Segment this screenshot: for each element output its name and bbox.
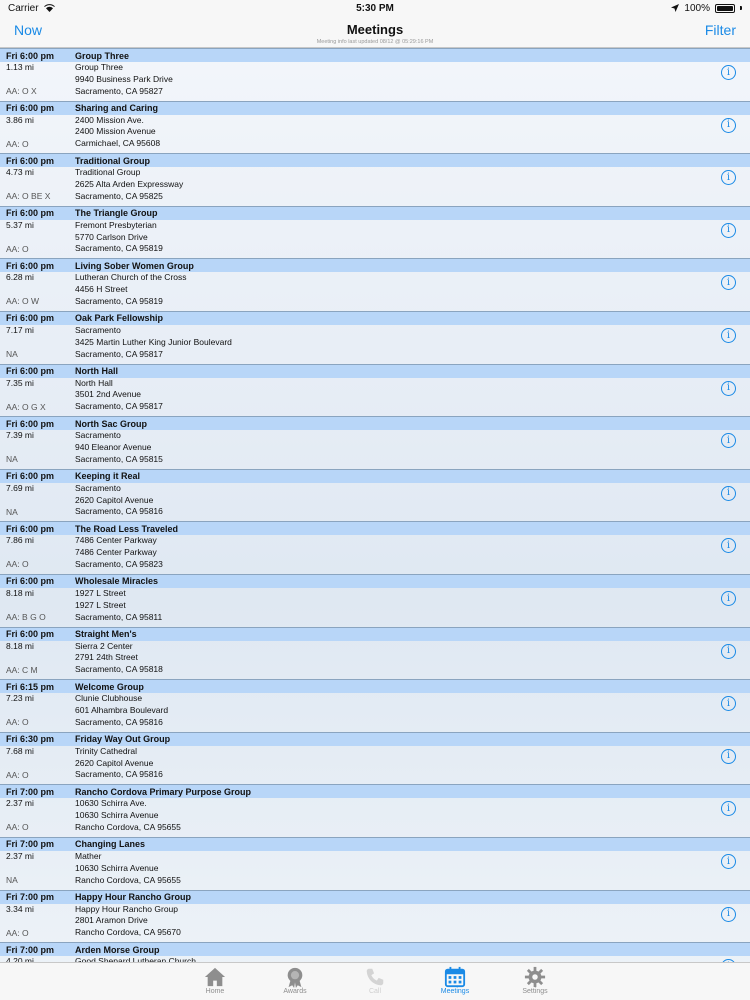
meeting-body [0,115,750,154]
address-line-3: Rancho Cordova, CA 95655 [75,821,181,832]
tab-label: Settings [522,988,548,995]
meeting-row[interactable] [0,679,750,732]
tab-label: Call [368,988,382,995]
address-line-1: Group Three [75,62,124,72]
info-icon[interactable]: i [721,275,736,290]
info-icon[interactable]: i [721,907,736,922]
meeting-address [75,272,187,307]
address-line-1: Sacramento [75,430,121,441]
info-icon[interactable]: i [721,486,736,501]
meeting-codes: NA [6,348,18,359]
meeting-codes: NA [6,874,18,885]
meeting-name: Arden Morse Group [75,944,160,955]
meeting-name: The Triangle Group [75,208,158,219]
meeting-address [75,535,163,570]
address-line-1: 10630 Schirra Ave. [75,798,147,809]
meeting-body [0,272,750,311]
award-icon [284,966,306,988]
address-line-2: 2625 Alta Arden Expressway [75,178,184,189]
meeting-codes: AA: O [6,138,29,149]
meeting-time: Fri 6:15 pm [6,681,55,692]
meeting-address [75,746,163,781]
meeting-address [75,851,181,886]
address-line-3: Sacramento, CA 95823 [75,558,163,569]
info-icon[interactable]: i [721,749,736,764]
meeting-codes: AA: O X [6,86,37,96]
address-line-1: Happy Hour Rancho Group [75,903,179,914]
meeting-row[interactable] [0,732,750,785]
meeting-distance: 7.69 mi [6,482,34,493]
carrier-label: Carrier [8,2,39,14]
tab-meetings[interactable] [415,963,495,1000]
meeting-row[interactable] [0,890,750,943]
meeting-header [0,416,750,430]
phone-icon [364,966,386,988]
meeting-time: Fri 6:00 pm [6,576,55,587]
meeting-distance: 7.86 mi [6,535,34,546]
meeting-body [0,746,750,785]
meeting-time: Fri 6:00 pm [6,103,55,114]
meeting-codes: NA [6,506,18,517]
meeting-body [0,693,750,732]
info-icon[interactable]: i [721,696,736,711]
meeting-distance: 7.39 mi [6,430,34,441]
meeting-codes: NA [6,454,18,465]
meeting-distance: 8.18 mi [6,587,34,598]
address-line-1: Lutheran Church of the Cross [75,272,187,283]
meeting-header [0,890,750,904]
meeting-time: Fri 6:00 pm [6,523,55,534]
meeting-body [0,483,750,522]
address-line-1: North Hall [75,377,113,388]
info-icon[interactable]: i [721,433,736,448]
info-icon[interactable]: i [721,328,736,343]
meeting-row[interactable] [0,48,750,101]
meeting-header [0,469,750,483]
address-line-2: 10630 Schirra Avenue [75,810,159,821]
address-line-1: Mather [75,850,102,861]
address-line-2: 7486 Center Parkway [75,547,157,558]
meeting-row[interactable] [0,258,750,311]
meeting-row[interactable] [0,784,750,837]
meeting-distance: 2.37 mi [6,798,34,809]
meeting-header [0,521,750,535]
meeting-body [0,535,750,574]
info-icon[interactable]: i [721,538,736,553]
meeting-distance: 8.18 mi [6,640,34,651]
meeting-header [0,732,750,746]
meeting-time: Fri 7:00 pm [6,839,55,850]
meeting-time: Fri 6:00 pm [6,366,55,377]
address-line-3: Sacramento, CA 95816 [75,506,163,517]
meeting-name: Happy Hour Rancho Group [75,892,192,902]
meeting-row[interactable] [0,311,750,364]
tab-awards[interactable] [255,963,335,1000]
meeting-distance: 3.34 mi [6,903,34,914]
meeting-distance: 7.35 mi [6,377,34,388]
meeting-address [75,430,163,465]
meeting-header [0,153,750,167]
meeting-row[interactable] [0,469,750,522]
meeting-time: Fri 6:00 pm [6,629,55,640]
address-line-1: 1927 L Street [75,587,126,598]
address-line-3: Sacramento, CA 95819 [75,243,163,254]
meeting-row[interactable] [0,627,750,680]
gear-icon [524,966,546,988]
address-line-1: Clunie Clubhouse [75,693,143,704]
now-button[interactable]: Now [14,22,43,38]
meeting-time: Fri 6:00 pm [6,50,55,61]
address-line-2: 940 Eleanor Avenue [75,441,152,452]
meeting-distance: 2.37 mi [6,850,34,861]
meeting-distance: 7.68 mi [6,745,34,756]
meeting-name: Keeping it Real [75,471,141,482]
address-line-2: 601 Alhambra Boulevard [75,704,169,715]
meeting-header [0,206,750,220]
meeting-address [75,483,163,518]
meeting-name: Rancho Cordova Primary Purpose Group [75,786,252,797]
address-line-2: 3501 2nd Avenue [75,389,142,400]
meeting-header [0,48,750,62]
meeting-distance: 7.23 mi [6,693,34,704]
meeting-address [75,325,232,360]
address-line-2: 2400 Mission Avenue [75,126,156,137]
address-line-2: 2791 24th Street [75,652,138,663]
battery-icon [715,4,735,13]
meeting-codes: AA: C M [6,664,38,675]
meeting-header [0,679,750,693]
info-icon[interactable]: i [721,65,736,80]
meeting-name: Friday Way Out Group [75,734,171,745]
meeting-name: Group Three [75,50,130,61]
meeting-codes: AA: O [6,822,29,833]
meeting-distance: 5.37 mi [6,219,34,230]
meeting-name: Changing Lanes [75,839,146,850]
meeting-address [75,167,183,202]
info-icon[interactable]: i [721,118,736,133]
meeting-address [75,798,181,833]
tab-label: Home [205,988,225,995]
meeting-header [0,837,750,851]
meeting-address [75,115,160,150]
info-icon[interactable]: i [721,854,736,869]
address-line-3: Carmichael, CA 95608 [75,138,161,149]
meeting-codes: AA: O [6,717,29,728]
address-line-3: Sacramento, CA 95817 [75,401,163,412]
meeting-address [75,62,173,97]
tab-home[interactable] [175,963,255,1000]
info-icon[interactable]: i [721,801,736,816]
meeting-row[interactable] [0,574,750,627]
address-line-3: Sacramento, CA 95816 [75,716,163,727]
meeting-time: Fri 6:00 pm [6,208,55,219]
meeting-name: Oak Park Fellowship [75,313,164,324]
last-updated-label: Meeting info last updated 08/12 @ 05:29:16 PM [316,39,434,45]
meeting-time: Fri 7:00 pm [6,944,55,955]
address-line-1: Sacramento [75,324,121,335]
meeting-name: Welcome Group [75,681,144,692]
address-line-1: 7486 Center Parkway [75,535,157,546]
address-line-2: 10630 Schirra Avenue [75,862,159,873]
status-time: 5:30 PM [356,2,394,14]
info-icon[interactable]: i [721,223,736,238]
meeting-header [0,627,750,641]
address-line-1: Traditional Group [75,167,141,178]
meeting-distance: 7.17 mi [6,324,34,335]
meeting-name: North Sac Group [75,418,148,429]
meeting-address [75,378,163,413]
address-line-2: 1927 L Street [75,599,126,610]
meeting-body [0,62,750,101]
meeting-address [75,588,162,623]
meeting-row[interactable] [0,153,750,206]
meeting-name: The Road Less Traveled [75,523,179,534]
info-icon[interactable]: i [721,644,736,659]
meeting-address [75,693,168,728]
tab-label: Meetings [440,988,470,995]
meeting-distance: 4.73 mi [6,167,34,178]
page-title: Meetings [346,22,404,37]
meeting-name: Sharing and Caring [75,103,159,114]
meeting-time: Fri 6:00 pm [6,471,55,482]
tab-call[interactable] [335,963,415,1000]
meeting-body [0,325,750,364]
address-line-3: Rancho Cordova, CA 95670 [75,927,181,938]
address-line-3: Sacramento, CA 95825 [75,190,163,201]
meeting-codes: AA: B G O [6,611,46,622]
meeting-body [0,798,750,837]
meeting-body [0,588,750,627]
tab-settings[interactable] [495,963,575,1000]
meeting-codes: AA: O G X [6,401,46,412]
address-line-2: 2801 Aramon Drive [75,915,148,926]
house-icon [204,966,226,988]
meeting-address [75,220,163,255]
address-line-1: Fremont Presbyterian [75,219,157,230]
filter-button[interactable]: Filter [704,22,736,38]
info-icon[interactable]: i [721,170,736,185]
meeting-codes: AA: O W [6,296,40,307]
meeting-header [0,311,750,325]
meeting-header [0,101,750,115]
meeting-header [0,784,750,798]
meeting-row[interactable] [0,521,750,574]
meeting-header [0,942,750,956]
address-line-2: 9940 Business Park Drive [75,73,173,84]
meeting-codes: AA: O [6,559,29,570]
meeting-address [75,641,163,676]
status-bar [0,0,750,16]
meeting-codes: AA: O [6,927,29,938]
meeting-row[interactable] [0,206,750,259]
address-line-1: Trinity Cathedral [75,745,138,756]
meeting-row[interactable] [0,837,750,890]
address-line-3: Sacramento, CA 95816 [75,769,163,780]
meeting-name: Living Sober Women Group [75,260,194,271]
meeting-body [0,904,750,943]
info-icon[interactable]: i [721,591,736,606]
meeting-time: Fri 6:00 pm [6,418,55,429]
address-line-3: Sacramento, CA 95811 [75,611,163,622]
meeting-header [0,574,750,588]
address-line-2: 5770 Carlson Drive [75,231,148,242]
meeting-codes: AA: O [6,243,29,254]
meeting-time: Fri 6:00 pm [6,313,55,324]
meeting-row[interactable] [0,364,750,417]
tab-bar [0,962,750,1000]
meeting-time: Fri 7:00 pm [6,786,55,797]
address-line-3: Sacramento, CA 95827 [75,85,163,96]
address-line-2: 4456 H Street [75,284,128,295]
meeting-distance: 1.13 mi [6,62,34,72]
meeting-time: Fri 7:00 pm [6,892,55,902]
meeting-distance: 6.28 mi [6,272,34,283]
meeting-address [75,904,181,939]
address-line-3: Sacramento, CA 95818 [75,664,163,675]
meeting-body [0,851,750,890]
meeting-name: North Hall [75,366,119,377]
meeting-row[interactable] [0,101,750,154]
tab-label: Awards [283,988,307,995]
meeting-name: Straight Men's [75,629,137,640]
address-line-3: Rancho Cordova, CA 95655 [75,874,181,885]
meeting-body [0,378,750,417]
address-line-3: Sacramento, CA 95817 [75,348,163,359]
meeting-codes: AA: O [6,769,29,780]
navigation-bar [0,16,750,48]
meeting-distance: 3.86 mi [6,114,34,125]
address-line-2: 3425 Martin Luther King Junior Boulevard [75,336,232,347]
address-line-3: Sacramento, CA 95819 [75,295,163,306]
meeting-row[interactable] [0,416,750,469]
meeting-body [0,430,750,469]
meeting-header [0,364,750,378]
meeting-time: Fri 6:30 pm [6,734,55,745]
meeting-name: Traditional Group [75,155,151,166]
meeting-list[interactable] [0,48,750,962]
info-icon[interactable]: i [721,381,736,396]
address-line-1: Sierra 2 Center [75,640,133,651]
meeting-body [0,220,750,259]
battery-percent: 100% [684,2,710,14]
meeting-name: Wholesale Miracles [75,576,159,587]
meeting-body [0,641,750,680]
meeting-time: Fri 6:00 pm [6,155,55,166]
meeting-codes: AA: O BE X [6,191,51,202]
address-line-1: Sacramento [75,482,121,493]
address-line-1: 2400 Mission Ave. [75,114,144,125]
meeting-time: Fri 6:00 pm [6,260,55,271]
calendar-icon [444,966,466,988]
address-line-3: Sacramento, CA 95815 [75,453,163,464]
address-line-2: 2620 Capitol Avenue [75,757,154,768]
meeting-body [0,167,750,206]
address-line-2: 2620 Capitol Avenue [75,494,154,505]
meeting-header [0,258,750,272]
